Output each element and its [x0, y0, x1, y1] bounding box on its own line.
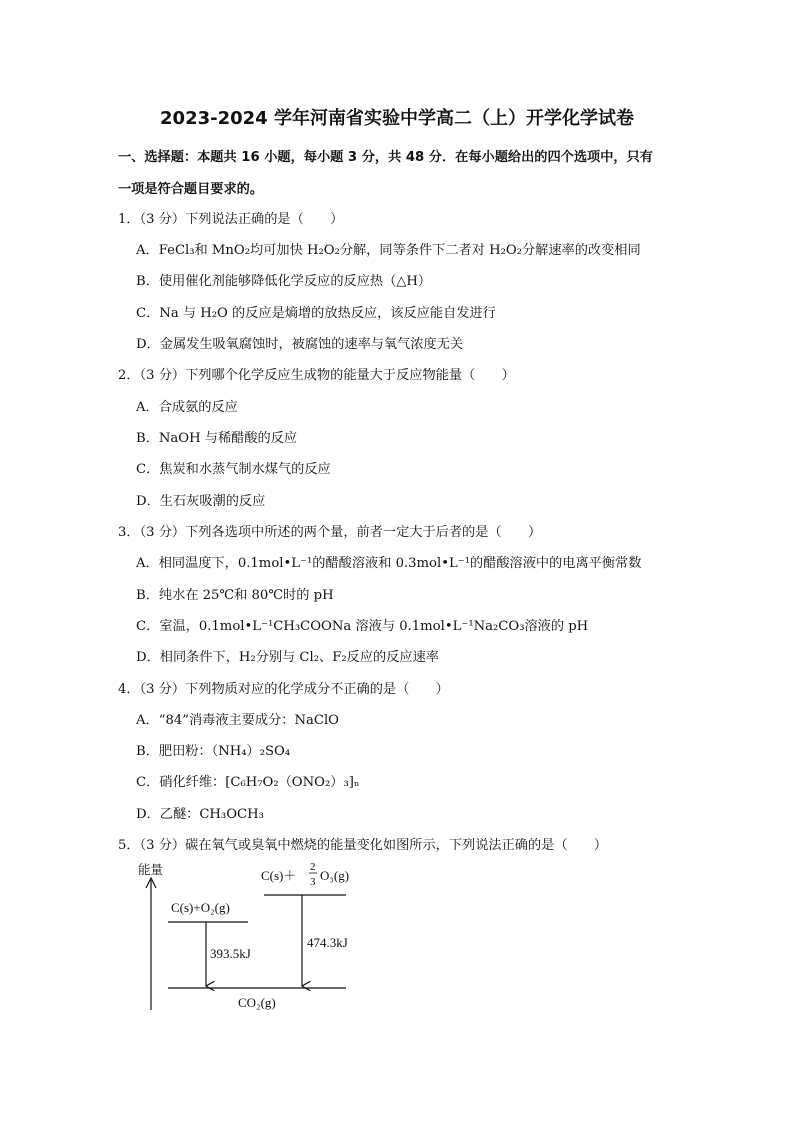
energy-diagram	[130, 860, 390, 1020]
energy-axis-label: 能量	[138, 862, 164, 877]
section-heading-line1: 一、选择题：本题共 16 小题，每小题 3 分，共 48 分．在每小题给出的四个选项中，只有	[118, 150, 653, 165]
question-1-option-b: B．使用催化剂能够降低化学反应的反应热（△H）	[136, 274, 432, 289]
question-4-option-d: D．乙醚：CH₃OCH₃	[136, 807, 264, 822]
page-title: 2023-2024 学年河南省实验中学高二（上）开学化学试卷	[160, 108, 634, 129]
question-5-stem: 5．（3 分）碳在氧气或臭氧中燃烧的能量变化如图所示，下列说法正确的是（ ）	[118, 838, 608, 853]
level-right-frac-num: 2	[310, 861, 316, 873]
question-2-stem: 2．（3 分）下列哪个化学反应生成物的能量大于反应物能量（ ）	[118, 368, 515, 383]
level-right-suffix: O₃(g)	[320, 868, 350, 883]
question-1-option-a: A．FeCl₃和 MnO₂均可加快 H₂O₂分解，同等条件下二者对 H₂O₂分解速率的改变相同	[136, 243, 641, 258]
level-left-label: C(s)+O₂(g)	[171, 900, 230, 915]
level-right-frac-den: 3	[310, 876, 316, 888]
question-2-option-b: B．NaOH 与稀醋酸的反应	[136, 431, 298, 446]
question-4-option-a: A．“84”消毒液主要成分：NaClO	[136, 713, 339, 728]
question-1-option-c: C．Na 与 H₂O 的反应是熵增的放热反应，该反应能自发进行	[136, 306, 496, 321]
question-3-option-a: A．相同温度下，0.1mol•L⁻¹的醋酸溶液和 0.3mol•L⁻¹的醋酸溶液中的电离平衡常数	[136, 556, 642, 571]
question-3-stem: 3．（3 分）下列各选项中所述的两个量，前者一定大于后者的是（ ）	[118, 525, 542, 540]
level-bottom-label: CO₂(g)	[238, 995, 276, 1010]
level-right-prefix: C(s)＋	[261, 868, 297, 883]
question-2-option-a: A．合成氨的反应	[136, 400, 238, 415]
question-3-option-d: D．相同条件下，H₂分别与 Cl₂、F₂反应的反应速率	[136, 650, 439, 665]
question-3-option-c: C．室温，0.1mol•L⁻¹CH₃COONa 溶液与 0.1mol•L⁻¹Na₂CO₃溶液的 pH	[136, 619, 589, 634]
arrow-left-label: 393.5kJ	[210, 946, 251, 961]
question-2-option-d: D．生石灰吸潮的反应	[136, 494, 266, 509]
question-2-option-c: C．焦炭和水蒸气制水煤气的反应	[136, 462, 331, 477]
question-4-option-b: B．肥田粉：（NH₄）₂SO₄	[136, 744, 291, 759]
question-3-option-b: B．纯水在 25℃和 80℃时的 pH	[136, 588, 334, 603]
arrow-right-label: 474.3kJ	[307, 935, 348, 950]
question-4-stem: 4．（3 分）下列物质对应的化学成分不正确的是（ ）	[118, 682, 449, 697]
section-heading-line2: 一项是符合题目要求的。	[118, 182, 264, 197]
question-1-stem: 1．（3 分）下列说法正确的是（ ）	[118, 212, 344, 227]
question-4-option-c: C．硝化纤维：[C₆H₇O₂（ONO₂）₃]ₙ	[136, 775, 360, 790]
question-1-option-d: D．金属发生吸氧腐蚀时，被腐蚀的速率与氧气浓度无关	[136, 337, 464, 352]
